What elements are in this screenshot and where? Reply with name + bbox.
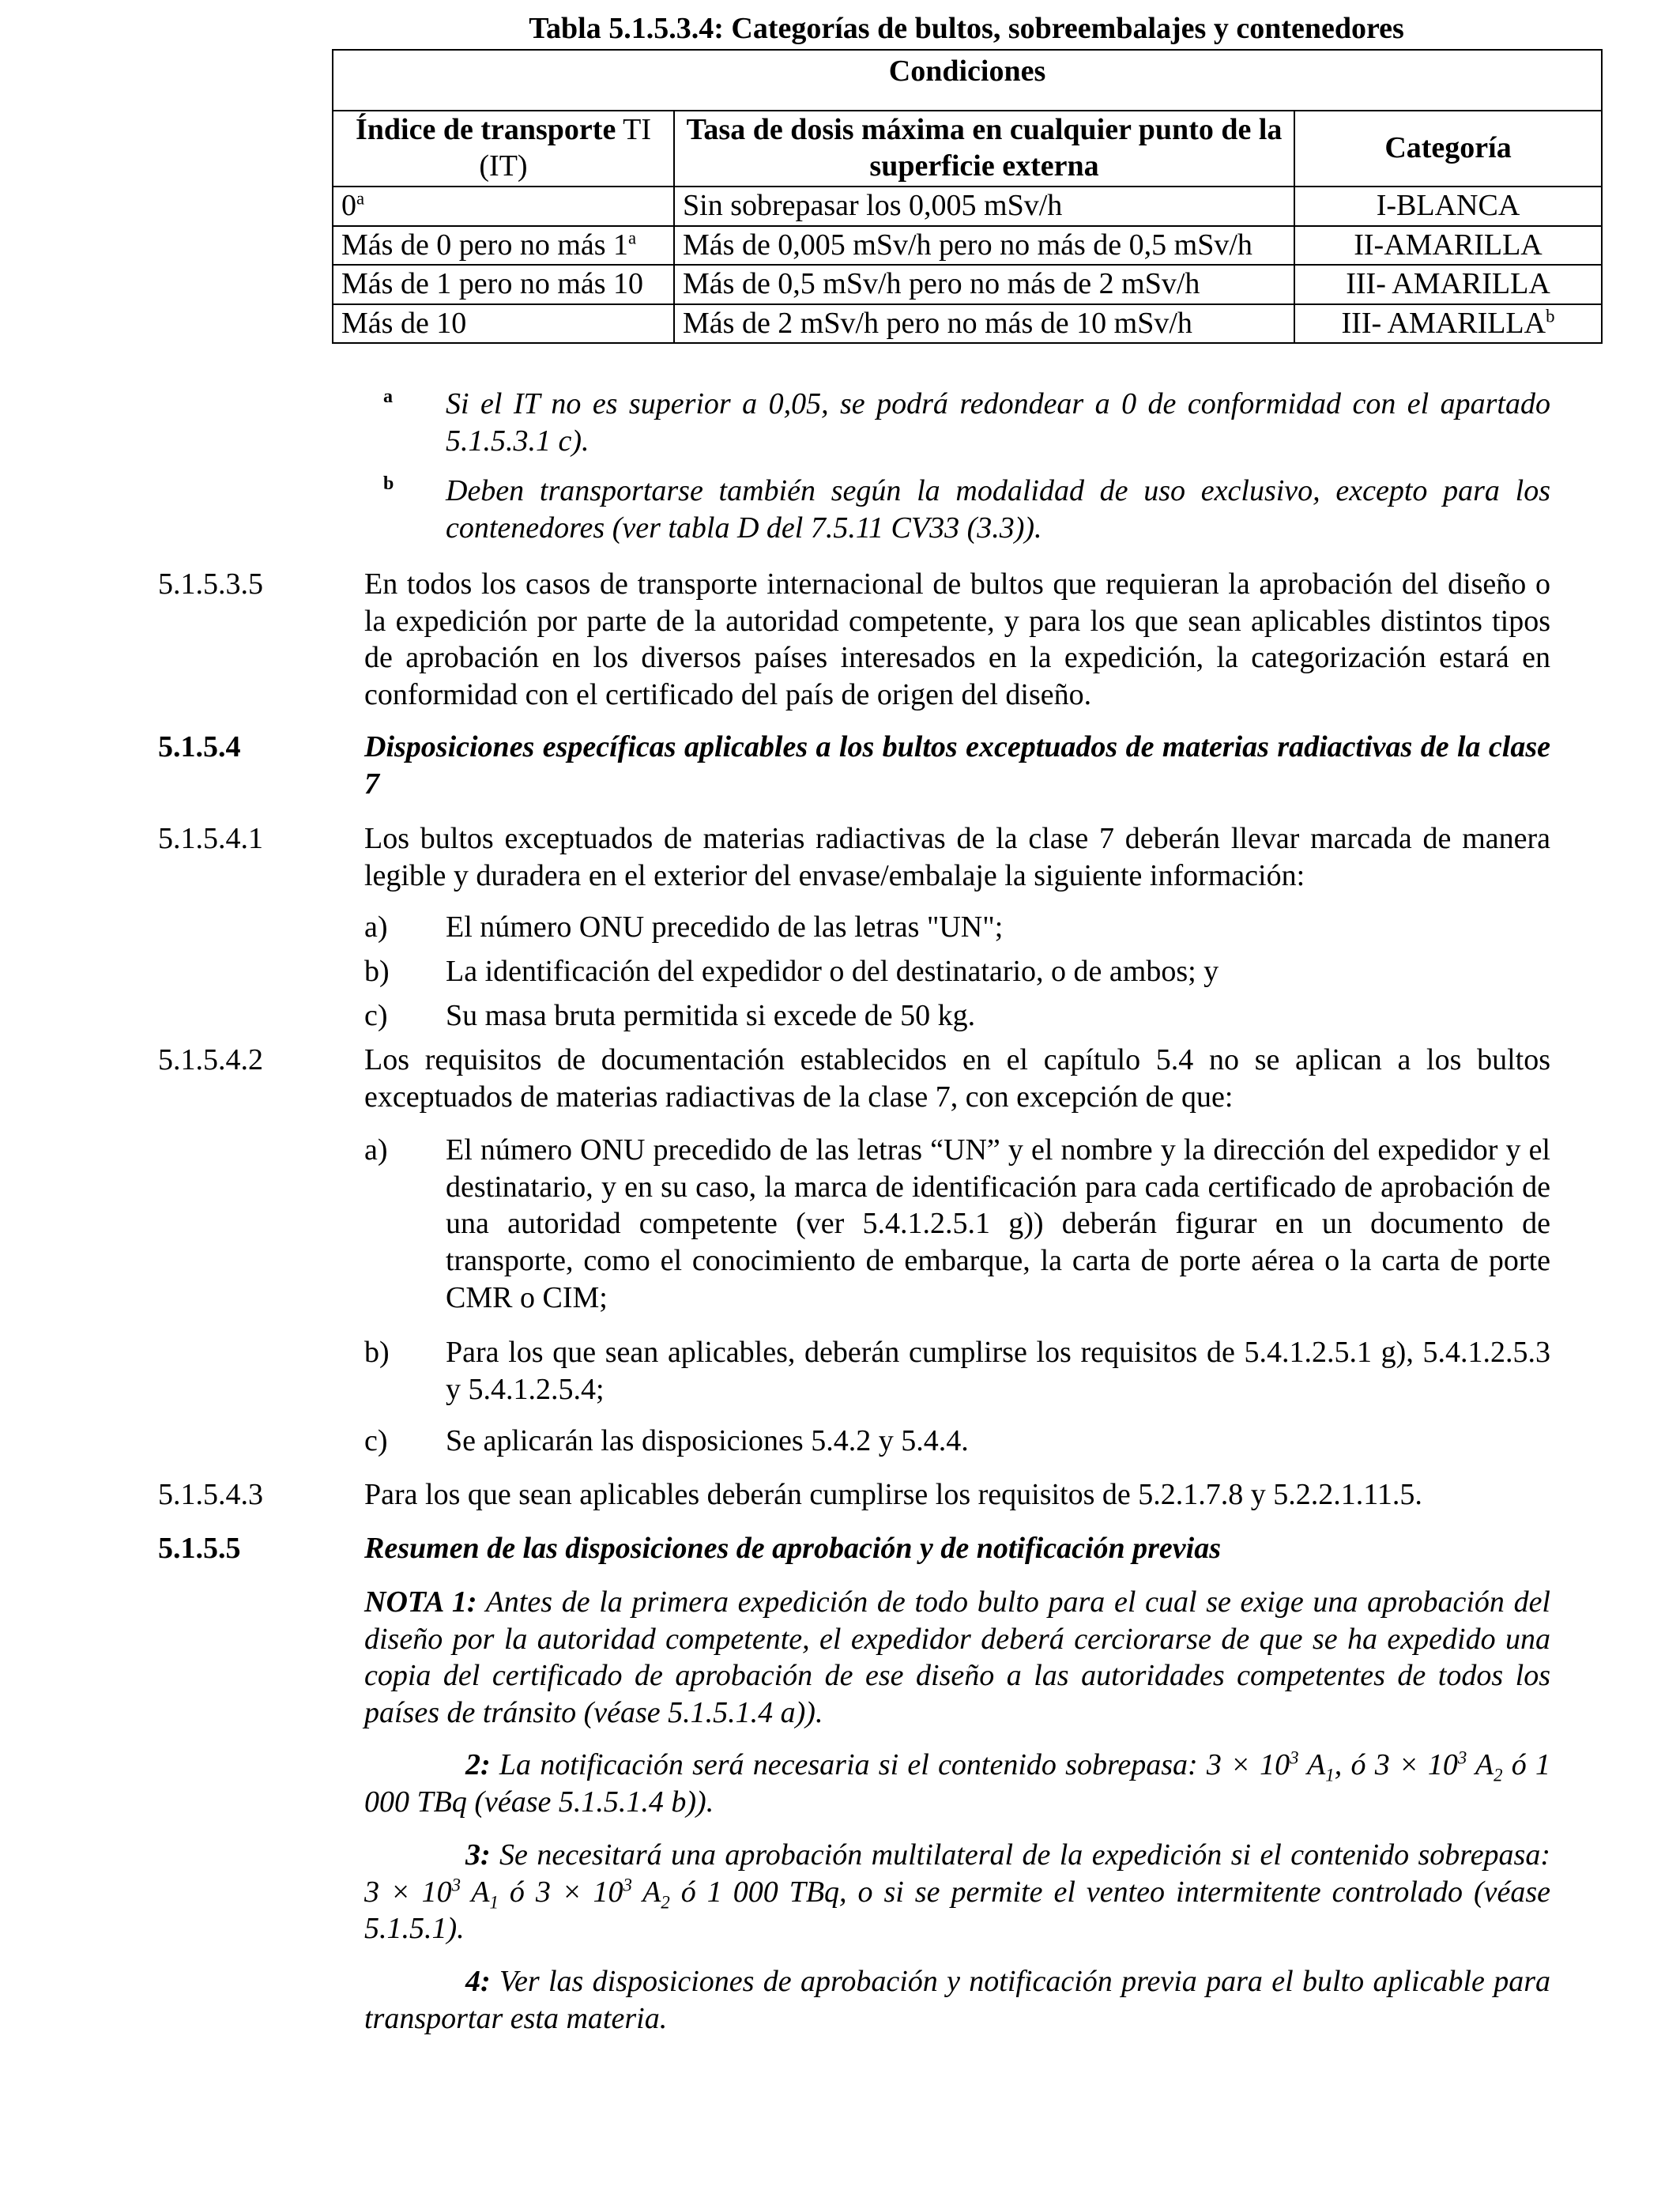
category-cell: II-AMARILLA: [1294, 226, 1602, 266]
section-5-1-5-3-5: [158, 566, 1550, 714]
section-text: Los requisitos de documentación establecidos en el capítulo 5.4 no se aplican a los bultos exceptuados de materias radiactivas de la clase 7, con excepción de que:: [364, 1043, 1550, 1114]
ti-cell: 0$^a$: [333, 187, 674, 226]
section-number: 5.1.5.4.1: [158, 822, 263, 855]
section-5-1-5-4: [158, 729, 1550, 802]
footnote-a: a Si el IT no es superior a 0,05, se podrá redondear a 0 de conformidad con el apartado 5.1.5.3.1 c).: [383, 386, 1550, 458]
table-row: [333, 304, 1602, 344]
table-row: [333, 265, 1602, 304]
dose-cell: Más de 0,5 mSv/h pero no más de 2 mSv/h: [674, 265, 1294, 304]
section-text: En todos los casos de transporte internacional de bultos que requieran la aprobación del diseño o la expedición por parte de la autoridad competente, y para los que sean aplicables distintos tipos de aprobación en los diversos países interesados en la expedición, la categorización estará en conformidad con el certificado del país de origen del diseño.: [364, 567, 1550, 712]
dose-cell: Más de 2 mSv/h pero no más de 10 mSv/h: [674, 304, 1294, 344]
list-item: a) El número ONU precedido de las letras “UN” y el nombre y la dirección del expedidor y el destinatario, y en su caso, la marca de identificación para cada certificado de aprobación de una autoridad competente (ver 5.4.1.2.5.1 g)) deberán figurar en un documento de transporte, como el conocimiento de embarque, la carta de porte aérea o la carta de porte CMR o CIM;: [364, 1133, 1550, 1314]
ti-cell: Más de 0 pero no más 1$^a$: [333, 226, 674, 266]
list-item: a) El número ONU precedido de las letras "UN";: [364, 910, 1004, 944]
category-cell: III- AMARILLA$^b$: [1294, 304, 1602, 344]
section-number: 5.1.5.5: [158, 1532, 241, 1565]
ti-cell: Más de 10: [333, 304, 674, 344]
section-heading: Resumen de las disposiciones de aprobación y de notificación previas: [364, 1532, 1222, 1565]
category-cell: III- AMARILLA: [1294, 265, 1602, 304]
table-row: [333, 187, 1602, 226]
section-number: 5.1.5.4: [158, 730, 241, 763]
category-header: Categoría: [1294, 111, 1602, 187]
note-1: NOTA 1: Antes de la primera expedición de todo bulto para el cual se exige una aprobación del diseño por la autoridad competente, el expedidor deberá cerciorarse de que se ha expedido una copia del certificado de aprobación de ese diseño a las autoridades competentes de todos los países de tránsito (véase 5.1.5.1.4 a)).: [364, 1585, 1550, 1730]
transport-index-header: Índice de transporte TI (IT): [333, 111, 674, 187]
list-item: b) Para los que sean aplicables, deberán cumplirse los requisitos de 5.4.1.2.5.1 g), 5.4.1.2.5.3 y 5.4.1.2.5.4;: [364, 1336, 1550, 1406]
conditions-header: Condiciones: [333, 50, 1602, 111]
section-number: 5.1.5.3.5: [158, 567, 263, 601]
section-5-1-5-4-3: [158, 1476, 1550, 1514]
note-3: 3: Se necesitará una aprobación multilateral de la expedición si el contenido sobrepasa: $3 \times 10^3$ $A_1$ ó $3 \times 10^3$ $A_2$ ó 1 000 TBq, o si se permite el venteo intermitente controlado (véase 5.1.5.1).: [364, 1838, 1550, 1946]
category-cell: I-BLANCA: [1294, 187, 1602, 226]
section-number: 5.1.5.4.3: [158, 1478, 263, 1511]
section-text: Los bultos exceptuados de materias radiactivas de la clase 7 deberán llevar marcada de manera legible y duradera en el exterior del envase/embalaje la siguiente información:: [364, 822, 1550, 892]
section-5-1-5-4-2: [158, 1042, 1550, 1115]
ti-cell: Más de 1 pero no más 10: [333, 265, 674, 304]
note-2: 2: La notificación será necesaria si el contenido sobrepasa: $3 \times 10^3$ $A_1$, ó $3 \times 10^3$ $A_2$ ó 1 000 TBq (véase 5.1.5.1.4 b)).: [364, 1747, 1551, 1819]
section-5-1-5-5: [158, 1530, 1550, 1567]
footnote-b: b Deben transportarse también según la modalidad de uso exclusivo, excepto para los contenedores (ver tabla D del 7.5.11 CV33 (3.3)).: [383, 473, 1550, 545]
section-number: 5.1.5.4.2: [158, 1043, 263, 1076]
list-item: b) La identificación del expedidor o del destinatario, o de ambos; y: [364, 955, 1219, 988]
table-row: [333, 226, 1602, 266]
table-title: Tabla 5.1.5.3.4: Categorías de bultos, sobreembalajes y contenedores: [529, 12, 1404, 45]
list-item: c) Se aplicarán las disposiciones 5.4.2 y 5.4.4.: [364, 1424, 969, 1457]
section-text: Para los que sean aplicables deberán cumplirse los requisitos de 5.2.1.7.8 y 5.2.2.1.11.5.: [364, 1478, 1422, 1511]
dose-cell: Sin sobrepasar los 0,005 mSv/h: [674, 187, 1294, 226]
categories-table: [332, 49, 1603, 344]
dose-cell: Más de 0,005 mSv/h pero no más de 0,5 mSv/h: [674, 226, 1294, 266]
list-item: c) Su masa bruta permitida si excede de 50 kg.: [364, 999, 976, 1032]
section-5-1-5-4-1: [158, 820, 1550, 894]
section-heading: Disposiciones específicas aplicables a los bultos exceptuados de materias radiactivas de la clase 7: [364, 730, 1550, 801]
dose-rate-header: Tasa de dosis máxima en cualquier punto de la superficie externa: [674, 111, 1294, 187]
note-4: 4: Ver las disposiciones de aprobación y notificación previa para el bulto aplicable para transportar esta materia.: [364, 1965, 1550, 2035]
